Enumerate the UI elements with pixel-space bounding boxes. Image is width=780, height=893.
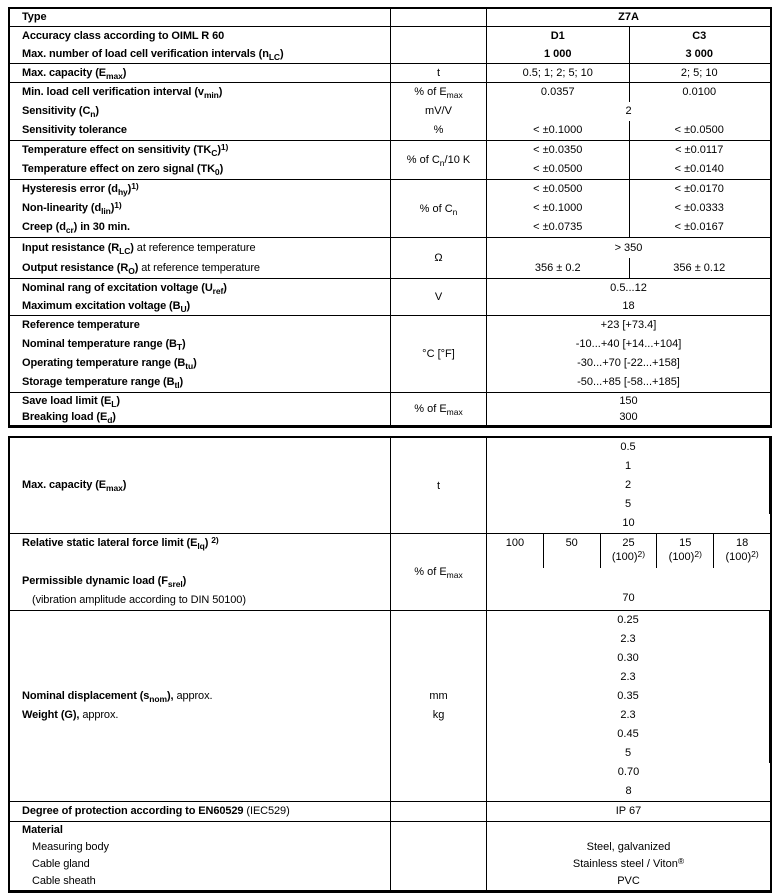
lateral-line1: 15 bbox=[679, 537, 692, 549]
value-row-creep bbox=[487, 218, 770, 237]
label-input-resistance: Input resistance $(R_{LC})$ at reference temperature bbox=[22, 242, 256, 256]
unit-text: % of $E_{max}$ bbox=[414, 403, 463, 417]
value-tk0-c3: < ±0.0140 bbox=[674, 163, 724, 175]
value-uref: 0.5...12 bbox=[610, 282, 647, 294]
value-vmin-d1: 0.0357 bbox=[540, 86, 575, 98]
label-nominal-temp-range: Nominal temperature range $(B_T)$ bbox=[22, 338, 186, 352]
value-accuracy-d1: D1 bbox=[550, 30, 565, 42]
unit-material bbox=[390, 822, 487, 890]
value-tolerance-c3: < ±0.0500 bbox=[674, 124, 724, 136]
group-protection bbox=[10, 802, 770, 822]
value-capacity-col1: 0.5 bbox=[487, 438, 770, 457]
group-excitation-voltage bbox=[10, 279, 770, 316]
unit-voltage bbox=[390, 279, 487, 315]
value-protection: IP 67 bbox=[615, 805, 642, 817]
values-resistance bbox=[487, 238, 770, 278]
label-protection: Degree of protection according to EN60529 (IEC529) bbox=[22, 805, 290, 817]
label-col bbox=[10, 534, 390, 610]
label-nonlinearity: Non-linearity $(d_{lin})^{1)}$ bbox=[22, 200, 122, 216]
group-max-capacity bbox=[10, 64, 770, 83]
value-lateral-col1 bbox=[487, 534, 544, 568]
value-storage-temp-range: -50...+85 [-58...+185] bbox=[577, 376, 680, 388]
label-col bbox=[10, 393, 390, 425]
value-type: Z7A bbox=[618, 11, 639, 23]
values-load-limits bbox=[487, 393, 770, 425]
label-hysteresis: Hysteresis error $(d_{hy})^{1)}$ bbox=[22, 181, 139, 197]
group-sensitivity bbox=[10, 83, 770, 141]
values-voltage bbox=[487, 279, 770, 315]
label-nominal-displacement: Nominal displacement $(s_{nom})$, approx. bbox=[22, 690, 213, 704]
label-col bbox=[10, 438, 390, 533]
value-lateral-col3 bbox=[601, 534, 658, 568]
label-accuracy-class: Accuracy class according to OIML R 60 bbox=[22, 30, 225, 42]
values-material bbox=[487, 822, 770, 890]
lateral-line2: $(100)^{2)}$ bbox=[611, 549, 646, 563]
label-max-capacity-2: Max. capacity $(E_{max})$ bbox=[22, 479, 127, 493]
label-vmin: Min. load cell verification interval $(v_{min})$ bbox=[22, 86, 223, 100]
values-temperature bbox=[487, 316, 770, 392]
value-displacement: 0.25 bbox=[617, 614, 639, 626]
value-intervals-d1: 1 000 bbox=[543, 48, 572, 60]
label-col bbox=[10, 27, 390, 63]
label-col bbox=[10, 822, 390, 890]
value-row-vmin bbox=[487, 83, 770, 102]
value-lateral-col5 bbox=[714, 534, 770, 568]
group-resistance bbox=[10, 238, 770, 279]
value-tk0-d1: < ±0.0500 bbox=[533, 163, 583, 175]
label-save-load-limit: Save load limit $(E_L)$ bbox=[22, 395, 120, 409]
unit-temperature-effect bbox=[390, 141, 487, 179]
value-tkc-d1: < ±0.0350 bbox=[533, 144, 583, 156]
value-output-resistance-d1: 356 ± 0.2 bbox=[534, 262, 581, 274]
label-col bbox=[10, 64, 390, 82]
label-col bbox=[10, 802, 390, 821]
unit-text: t bbox=[436, 67, 441, 79]
unit-load-limits bbox=[390, 393, 487, 425]
value-bu: 18 bbox=[622, 300, 635, 312]
value-hysteresis-d1: < ±0.0500 bbox=[533, 183, 583, 195]
label-creep: Creep $(d_{cr})$ in 30 min. bbox=[22, 221, 130, 235]
unit-type bbox=[390, 9, 487, 26]
unit-text: Ω bbox=[434, 252, 443, 264]
value-row-nonlinearity bbox=[487, 199, 770, 218]
unit-sensitivity: mV/V bbox=[425, 105, 452, 117]
group-accuracy bbox=[10, 27, 770, 64]
group-temperature-effect bbox=[10, 141, 770, 180]
unit-text: V bbox=[434, 291, 443, 303]
unit-weight: kg bbox=[432, 709, 445, 721]
values-lateral-dynamic bbox=[487, 534, 770, 610]
values-temperature-effect bbox=[487, 141, 770, 179]
group-load-limits bbox=[10, 393, 770, 425]
label-operating-temp-range: Operating temperature range $(B_{tu})$ bbox=[22, 357, 197, 371]
value-capacity-col5: 10 bbox=[622, 517, 635, 529]
value-accuracy-c3: C3 bbox=[692, 30, 707, 42]
label-uref: Nominal rang of excitation voltage $(U_{ref})$ bbox=[22, 282, 227, 296]
lateral-line2: $(100)^{2)}$ bbox=[668, 549, 702, 563]
label-col bbox=[10, 611, 390, 801]
label-type: Type bbox=[22, 11, 47, 23]
unit-displacement: mm bbox=[429, 690, 448, 702]
value-lateral-col4 bbox=[657, 534, 714, 568]
value-tkc-c3: < ±0.0117 bbox=[675, 144, 724, 156]
label-tkc: Temperature effect on sensitivity $(TK_C)^{1)}$ bbox=[22, 142, 229, 158]
value-weight: 2.3 bbox=[620, 633, 636, 645]
unit-vmin: % of $E_{max}$ bbox=[414, 86, 463, 100]
label-measuring-body: Measuring body bbox=[32, 841, 109, 853]
value-output-resistance-c3: 356 ± 0.12 bbox=[673, 262, 726, 274]
value-row-input-resistance bbox=[487, 238, 770, 258]
values-protection bbox=[487, 802, 770, 821]
value-row-max-capacity bbox=[487, 64, 770, 82]
lateral-line1: 50 bbox=[565, 537, 578, 549]
value-breaking-load: 300 bbox=[619, 411, 638, 423]
unit-errors bbox=[390, 180, 487, 237]
value-col5 bbox=[487, 763, 770, 801]
value-col2 bbox=[487, 649, 770, 687]
group-temperature-ranges bbox=[10, 316, 770, 393]
label-cable-sheath: Cable sheath bbox=[32, 875, 96, 887]
unit-capacity-2 bbox=[390, 438, 487, 533]
label-bu: Maximum excitation voltage $(B_U)$ bbox=[22, 300, 191, 314]
value-capacity-col2: 1 bbox=[487, 457, 770, 476]
value-row-tkc bbox=[487, 141, 770, 160]
values-capacity-2 bbox=[487, 438, 770, 533]
label-reference-temperature: Reference temperature bbox=[22, 319, 140, 331]
value-displacement: 0.35 bbox=[617, 690, 639, 702]
unit-text: % of $C_n/10$ K bbox=[406, 154, 471, 168]
value-measuring-body: Steel, galvanized bbox=[586, 841, 671, 853]
unit-resistance bbox=[390, 238, 487, 278]
label-max-capacity: Max. capacity $(E_{max})$ bbox=[22, 67, 127, 81]
unit-temperature bbox=[390, 316, 487, 392]
label-spacer bbox=[10, 553, 390, 572]
spec-table-main bbox=[8, 7, 772, 428]
unit-text: % of $C_n$ bbox=[419, 202, 458, 217]
label-col bbox=[10, 141, 390, 179]
value-cable-sheath: PVC bbox=[617, 875, 640, 887]
value-capacity-c3: 2; 5; 10 bbox=[680, 67, 718, 79]
value-nominal-temp-range: -10...+40 [+14...+104] bbox=[575, 338, 682, 350]
value-row-intervals bbox=[487, 45, 770, 63]
label-col bbox=[10, 9, 390, 26]
value-creep-d1: < ±0.0735 bbox=[533, 221, 583, 233]
value-weight: 8 bbox=[625, 785, 632, 797]
value-input-resistance: > 350 bbox=[606, 238, 652, 258]
value-col4 bbox=[487, 725, 770, 763]
value-intervals-c3: 3 000 bbox=[685, 48, 714, 60]
unit-displacement-weight bbox=[390, 611, 487, 801]
value-row-hysteresis bbox=[487, 180, 770, 199]
group-errors bbox=[10, 180, 770, 238]
values-max-capacity bbox=[487, 64, 770, 82]
value-row-tk0 bbox=[487, 160, 770, 179]
value-spacer bbox=[487, 822, 770, 839]
unit-text: t bbox=[436, 479, 441, 492]
value-permissible-dynamic-load: 70 bbox=[622, 592, 635, 604]
value-displacement: 0.70 bbox=[617, 766, 640, 778]
value-lateral-col2 bbox=[544, 534, 601, 568]
value-weight: 2.3 bbox=[620, 709, 636, 721]
lateral-line2: $(100)^{2)}$ bbox=[725, 549, 759, 563]
value-tolerance-d1: < ±0.1000 bbox=[533, 124, 583, 136]
label-vibration-note: (vibration amplitude according to DIN 50100) bbox=[32, 594, 246, 606]
value-vmin-c3: 0.0100 bbox=[682, 86, 717, 98]
label-col bbox=[10, 83, 390, 140]
label-sensitivity: Sensitivity $(C_n)$ bbox=[22, 105, 99, 119]
value-sensitivity: 2 bbox=[616, 102, 640, 121]
value-weight: 2.3 bbox=[620, 671, 636, 683]
value-creep-c3: < ±0.0167 bbox=[674, 221, 724, 233]
unit-accuracy bbox=[390, 27, 487, 63]
unit-sensitivity-group bbox=[390, 83, 487, 140]
value-row-output-resistance bbox=[487, 258, 770, 278]
unit-protection bbox=[390, 802, 487, 821]
group-displacement-weight bbox=[10, 611, 770, 802]
value-row-lateral bbox=[487, 534, 770, 568]
value-nonlinearity-d1: < ±0.1000 bbox=[533, 202, 583, 214]
value-col1 bbox=[487, 611, 770, 649]
label-tk0: Temperature effect on zero signal $(TK_0)$ bbox=[22, 163, 224, 177]
value-row-accuracy-class bbox=[487, 27, 770, 45]
lateral-line1: 100 bbox=[505, 537, 525, 549]
group-material bbox=[10, 822, 770, 890]
label-material: Material bbox=[22, 824, 63, 836]
unit-text: °C [°F] bbox=[422, 348, 455, 360]
unit-lateral-dynamic bbox=[390, 534, 487, 610]
label-sensitivity-tolerance: Sensitivity tolerance bbox=[22, 124, 127, 136]
lateral-line1: 25 bbox=[622, 537, 635, 549]
value-hysteresis-c3: < ±0.0170 bbox=[674, 183, 724, 195]
value-capacity-col4: 5 bbox=[487, 495, 770, 514]
values-errors bbox=[487, 180, 770, 237]
value-weight: 5 bbox=[624, 747, 632, 759]
label-cable-gland: Cable gland bbox=[32, 858, 90, 870]
label-col bbox=[10, 180, 390, 237]
value-save-load-limit: 150 bbox=[619, 395, 638, 407]
spec-table-per-capacity bbox=[8, 436, 772, 893]
group-lateral-dynamic bbox=[10, 534, 770, 611]
unit-max-capacity bbox=[390, 64, 487, 82]
value-reference-temperature: +23 [+73.4] bbox=[600, 319, 657, 331]
group-capacity-header bbox=[10, 438, 770, 534]
values-accuracy bbox=[487, 27, 770, 63]
unit-text: % of $E_{max}$ bbox=[414, 566, 463, 580]
value-row-sensitivity bbox=[487, 102, 770, 121]
value-displacement: 0.45 bbox=[617, 728, 639, 740]
value-capacity-col3: 2 bbox=[487, 476, 770, 495]
label-col bbox=[10, 279, 390, 315]
label-permissible-dynamic-load: Permissible dynamic load $(F_{srel})$ bbox=[22, 575, 187, 589]
value-col3 bbox=[487, 687, 770, 725]
label-storage-temp-range: Storage temperature range $(B_{tl})$ bbox=[22, 376, 184, 390]
unit-tolerance: % bbox=[433, 124, 444, 136]
value-cable-gland: Stainless steel / Viton® bbox=[572, 856, 685, 870]
label-col bbox=[10, 316, 390, 392]
label-verification-intervals: Max. number of load cell verification intervals $(n_{LC})$ bbox=[22, 48, 284, 62]
value-displacement: 0.30 bbox=[617, 652, 639, 664]
group-type bbox=[10, 9, 770, 27]
label-lateral-force-limit: Relative static lateral force limit $(E_{lq})$ $^{2)}$ bbox=[22, 535, 219, 551]
values-sensitivity-group bbox=[487, 83, 770, 140]
label-col bbox=[10, 238, 390, 278]
values-displacement-weight bbox=[487, 611, 770, 801]
value-row-tolerance bbox=[487, 121, 770, 140]
label-breaking-load: Breaking load $(E_d)$ bbox=[22, 411, 116, 425]
value-nonlinearity-c3: < ±0.0333 bbox=[674, 202, 724, 214]
value-operating-temp-range: -30...+70 [-22...+158] bbox=[577, 357, 680, 369]
label-weight: Weight (G), approx. bbox=[22, 709, 119, 721]
values-type bbox=[487, 9, 770, 26]
label-output-resistance: Output resistance $(R_O)$ at reference temperature bbox=[22, 262, 260, 276]
value-capacity-d1: 0.5; 1; 2; 5; 10 bbox=[522, 67, 593, 79]
lateral-line1: 18 bbox=[735, 537, 749, 549]
